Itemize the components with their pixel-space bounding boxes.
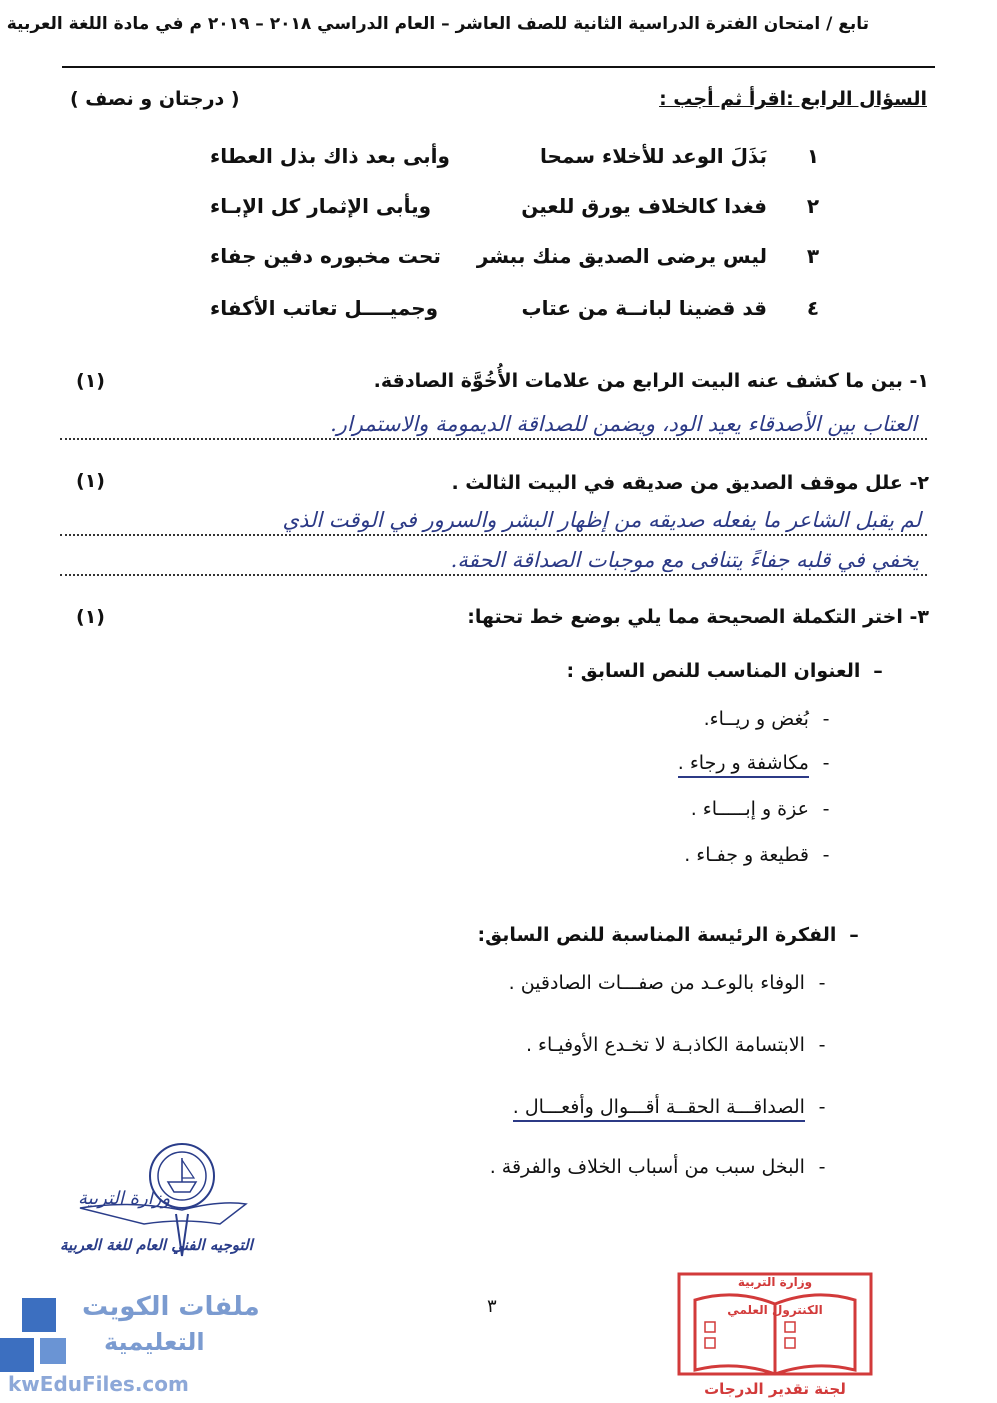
verse-number: ٢ xyxy=(806,194,820,218)
verse-first-half: بَذَلَ الوعد للأخلاء سمحا xyxy=(540,144,767,168)
verse-number: ٤ xyxy=(806,296,820,320)
site-subtitle: التعليمية xyxy=(104,1328,205,1356)
title-option: - بُغض و ريــاء. xyxy=(703,708,830,730)
stamp-bottom-text: لجنة تقدير الدرجات xyxy=(704,1380,846,1398)
page-number: ٣ xyxy=(487,1296,497,1317)
grading-stamp xyxy=(675,1270,875,1400)
verse-second-half: وجميــــل تعاتب الأكفاء xyxy=(210,296,439,320)
item-1-answer: العتاب بين الأصدقاء يعيد الود، ويضمن للصداقة الديمومة والاستمرار. xyxy=(330,412,917,436)
idea-option: - الابتسامة الكاذبـة لا تخـدع الأوفيـاء . xyxy=(525,1034,826,1056)
idea-option: - البخل سبب من أسباب الخلاف والفرقة . xyxy=(489,1156,826,1178)
title-option-selected: - مكاشفة و رجاء . xyxy=(678,752,837,774)
title-option: - قطيعة و جفـاء . xyxy=(684,844,830,866)
title-choice-label: – العنوان المناسب للنص السابق : xyxy=(566,660,883,682)
item-2-answer-line-2: يخفي في قلبه جفاءً يتنافى مع موجبات الصداقة الحقة. xyxy=(450,548,919,572)
item-2-mark: (١) xyxy=(76,470,105,492)
stamp-middle-text: الكنترول العلمي xyxy=(727,1303,823,1317)
verse-second-half: تحت مخبوره دفين جفاء xyxy=(210,244,441,268)
answer-line xyxy=(60,438,927,440)
poem-verse xyxy=(210,244,827,278)
idea-option: - الوفاء بالوعـد من صفـــات الصادقين . xyxy=(508,972,826,994)
question-title: السؤال الرابع :اقرأ ثم أجب : xyxy=(659,88,927,110)
site-url: kwEduFiles.com xyxy=(8,1372,189,1396)
verse-second-half: وأبى بعد ذاك بذل العطاء xyxy=(210,144,450,168)
idea-option-selected: - الصداقـــة الحقــة أقـــوال وأفعـــال . xyxy=(513,1096,833,1118)
title-option: - عزة و إبـــــاء . xyxy=(690,798,830,820)
item-3-mark: (١) xyxy=(76,606,105,628)
poem-verse xyxy=(210,296,827,330)
answer-line xyxy=(60,574,927,576)
item-1-mark: (١) xyxy=(76,370,105,392)
verse-first-half: ليس يرضى الصديق منك ببشر xyxy=(476,244,767,268)
verse-number: ١ xyxy=(806,144,820,168)
item-3-question: ٣- اختر التكملة الصحيحة مما يلي بوضع خط تحتها: xyxy=(467,606,929,628)
verse-first-half: قد قضينا لبانــة من عتاب xyxy=(521,296,767,320)
ministry-emblem xyxy=(70,1138,250,1278)
header-divider xyxy=(62,66,935,68)
verse-first-half: فغدا كالخلاف يورق للعين xyxy=(521,194,767,218)
stamp-top-text: وزارة التربية xyxy=(737,1275,813,1289)
idea-choice-label: – الفكرة الرئيسة المناسبة للنص السابق: xyxy=(477,924,859,946)
page-header: تابع / امتحان الفترة الدراسية الثانية للصف العاشر – العام الدراسي ٢٠١٨ – ٢٠١٩ م في مادة اللغة العربية xyxy=(6,14,869,34)
ministry-name: وزارة التربية xyxy=(78,1188,171,1209)
verse-second-half: ويأبى الإثمار كل الإبـاء xyxy=(210,194,432,218)
ministry-caption: التوجيه الفني العام للغة العربية xyxy=(60,1236,253,1254)
poem-verse xyxy=(210,194,827,228)
verse-number: ٣ xyxy=(806,244,820,268)
answer-line xyxy=(60,534,927,536)
site-name: ملفات الكويت xyxy=(82,1292,260,1322)
question-marks: ( درجتان و نصف ) xyxy=(70,88,240,110)
item-1-question: ١- بين ما كشف عنه البيت الرابع من علامات الأُخُوَّة الصادقة. xyxy=(373,370,929,392)
item-2-question: ٢- علل موقف الصديق من صديقه في البيت الثالث . xyxy=(451,472,929,494)
poem-verse xyxy=(210,144,827,178)
item-2-answer-line-1: لم يقبل الشاعر ما يفعله صديقه من إظهار البشر والسرور في الوقت الذي xyxy=(282,508,921,532)
